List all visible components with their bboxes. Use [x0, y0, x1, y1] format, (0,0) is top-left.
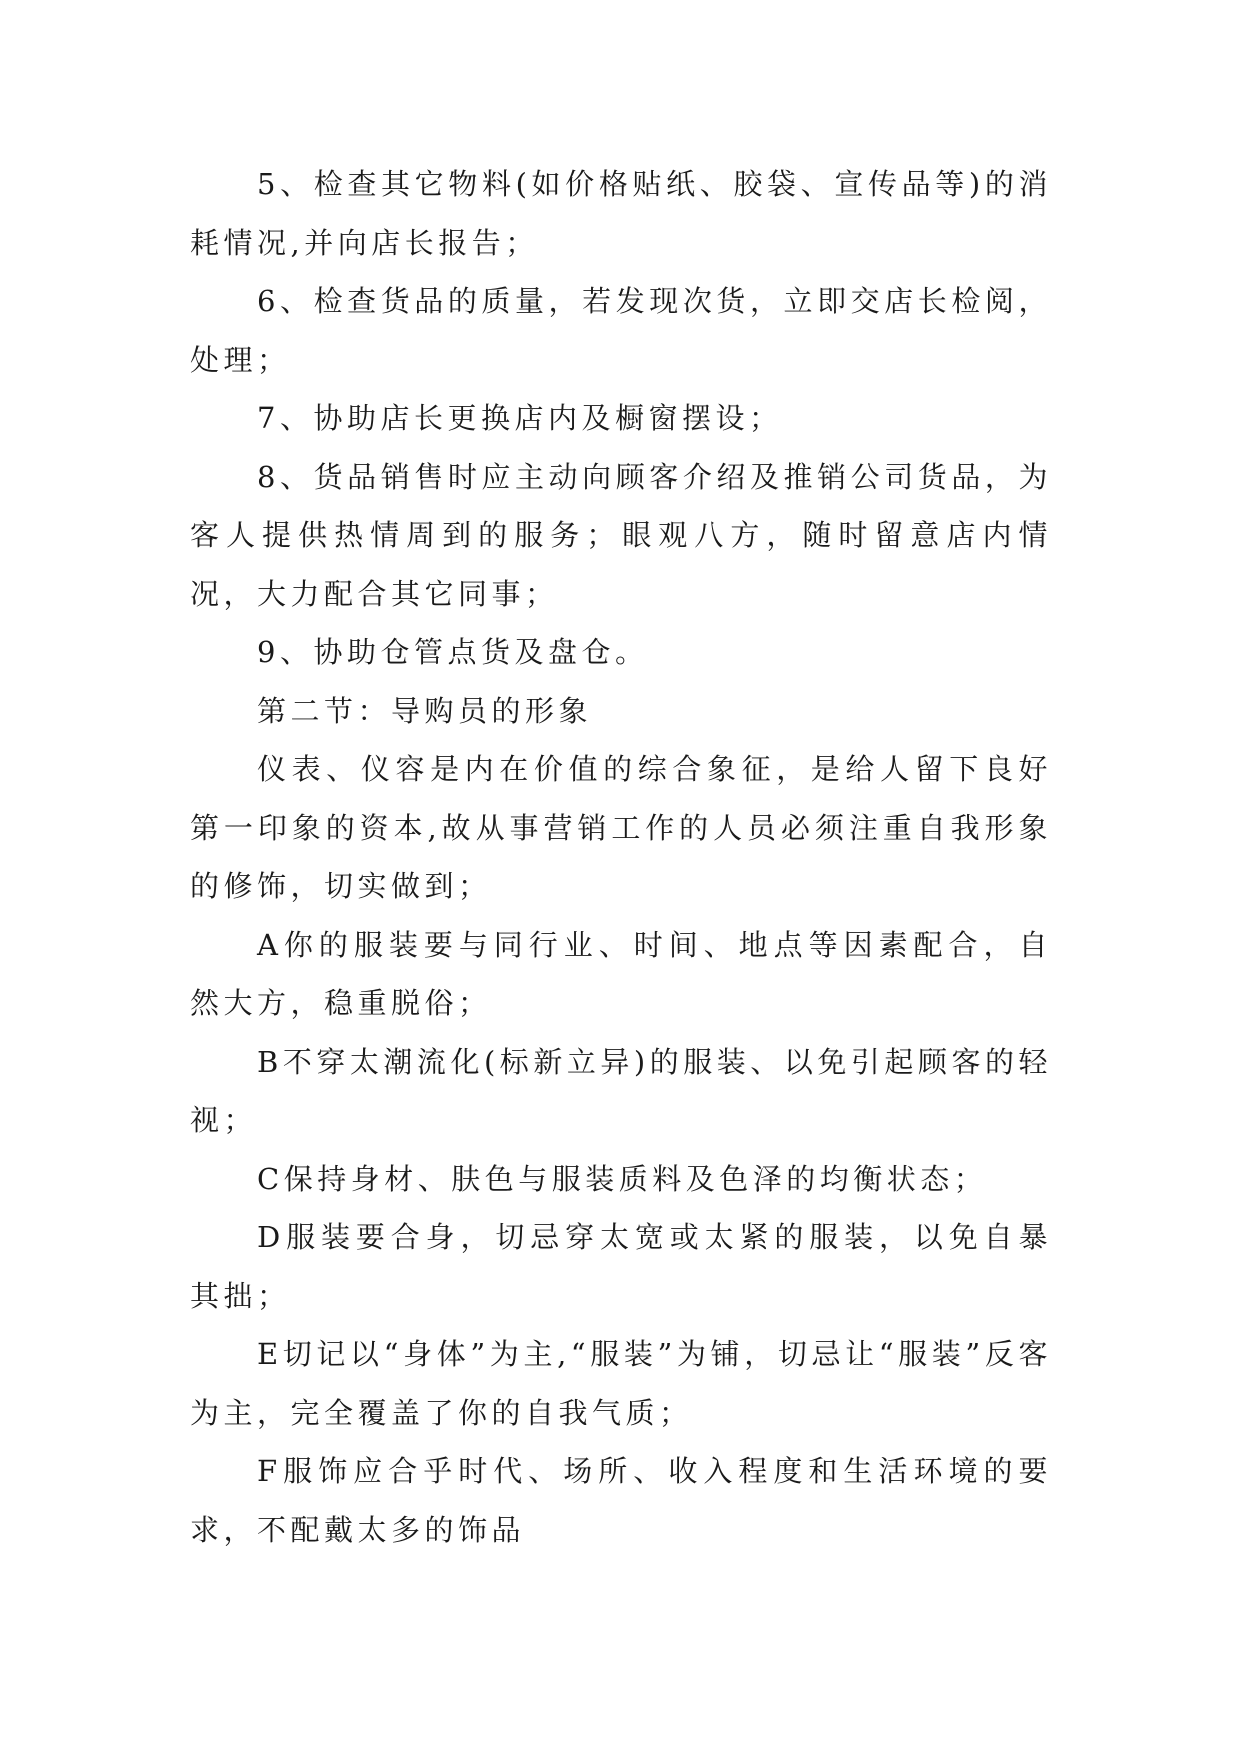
paragraph-item-b: B不穿太潮流化(标新立异)的服装、以免引起顾客的轻视；	[190, 1044, 1052, 1137]
paragraph-item-a: A你的服装要与同行业、时间、地点等因素配合，自然大方，稳重脱俗；	[190, 927, 1052, 1020]
paragraph-item-8: 8、货品销售时应主动向顾客介绍及推销公司货品，为客人提供热情周到的服务；眼观八方，随时留意店内情况，大力配合其它同事；	[190, 459, 1052, 611]
document-body	[190, 155, 1052, 1559]
paragraph-intro: 仪表、仪容是内在价值的综合象征，是给人留下良好第一印象的资本,故从事营销工作的人员必须注重自我形象的修饰，切实做到；	[190, 752, 1052, 903]
paragraph-item-9: 9、协助仓管点货及盘仓。	[257, 635, 649, 669]
paragraph-item-c: C保持身材、肤色与服装质料及色泽的均衡状态；	[257, 1161, 988, 1196]
paragraph-item-5: 5、检查其它物料(如价格贴纸、胶袋、宣传品等)的消耗情况,并向店长报告；	[190, 167, 1052, 260]
paragraph-item-d: D服装要合身，切忌穿太宽或太紧的服装，以免自暴其拙；	[190, 1220, 1052, 1313]
paragraph-item-6: 6、检查货品的质量，若发现次货，立即交店长检阅，处理；	[190, 284, 1052, 377]
paragraph-item-f: F服饰应合乎时代、场所、收入程度和生活环境的要求，不配戴太多的饰品	[190, 1454, 1052, 1547]
paragraph-item-7: 7、协助店长更换店内及橱窗摆设；	[257, 401, 783, 435]
section-heading: 第二节：导购员的形象	[257, 693, 593, 728]
paragraph-item-e: E切记以“身体”为主,“服装”为铺，切忌让“服装”反客为主，完全覆盖了你的自我气质；	[190, 1337, 1052, 1430]
